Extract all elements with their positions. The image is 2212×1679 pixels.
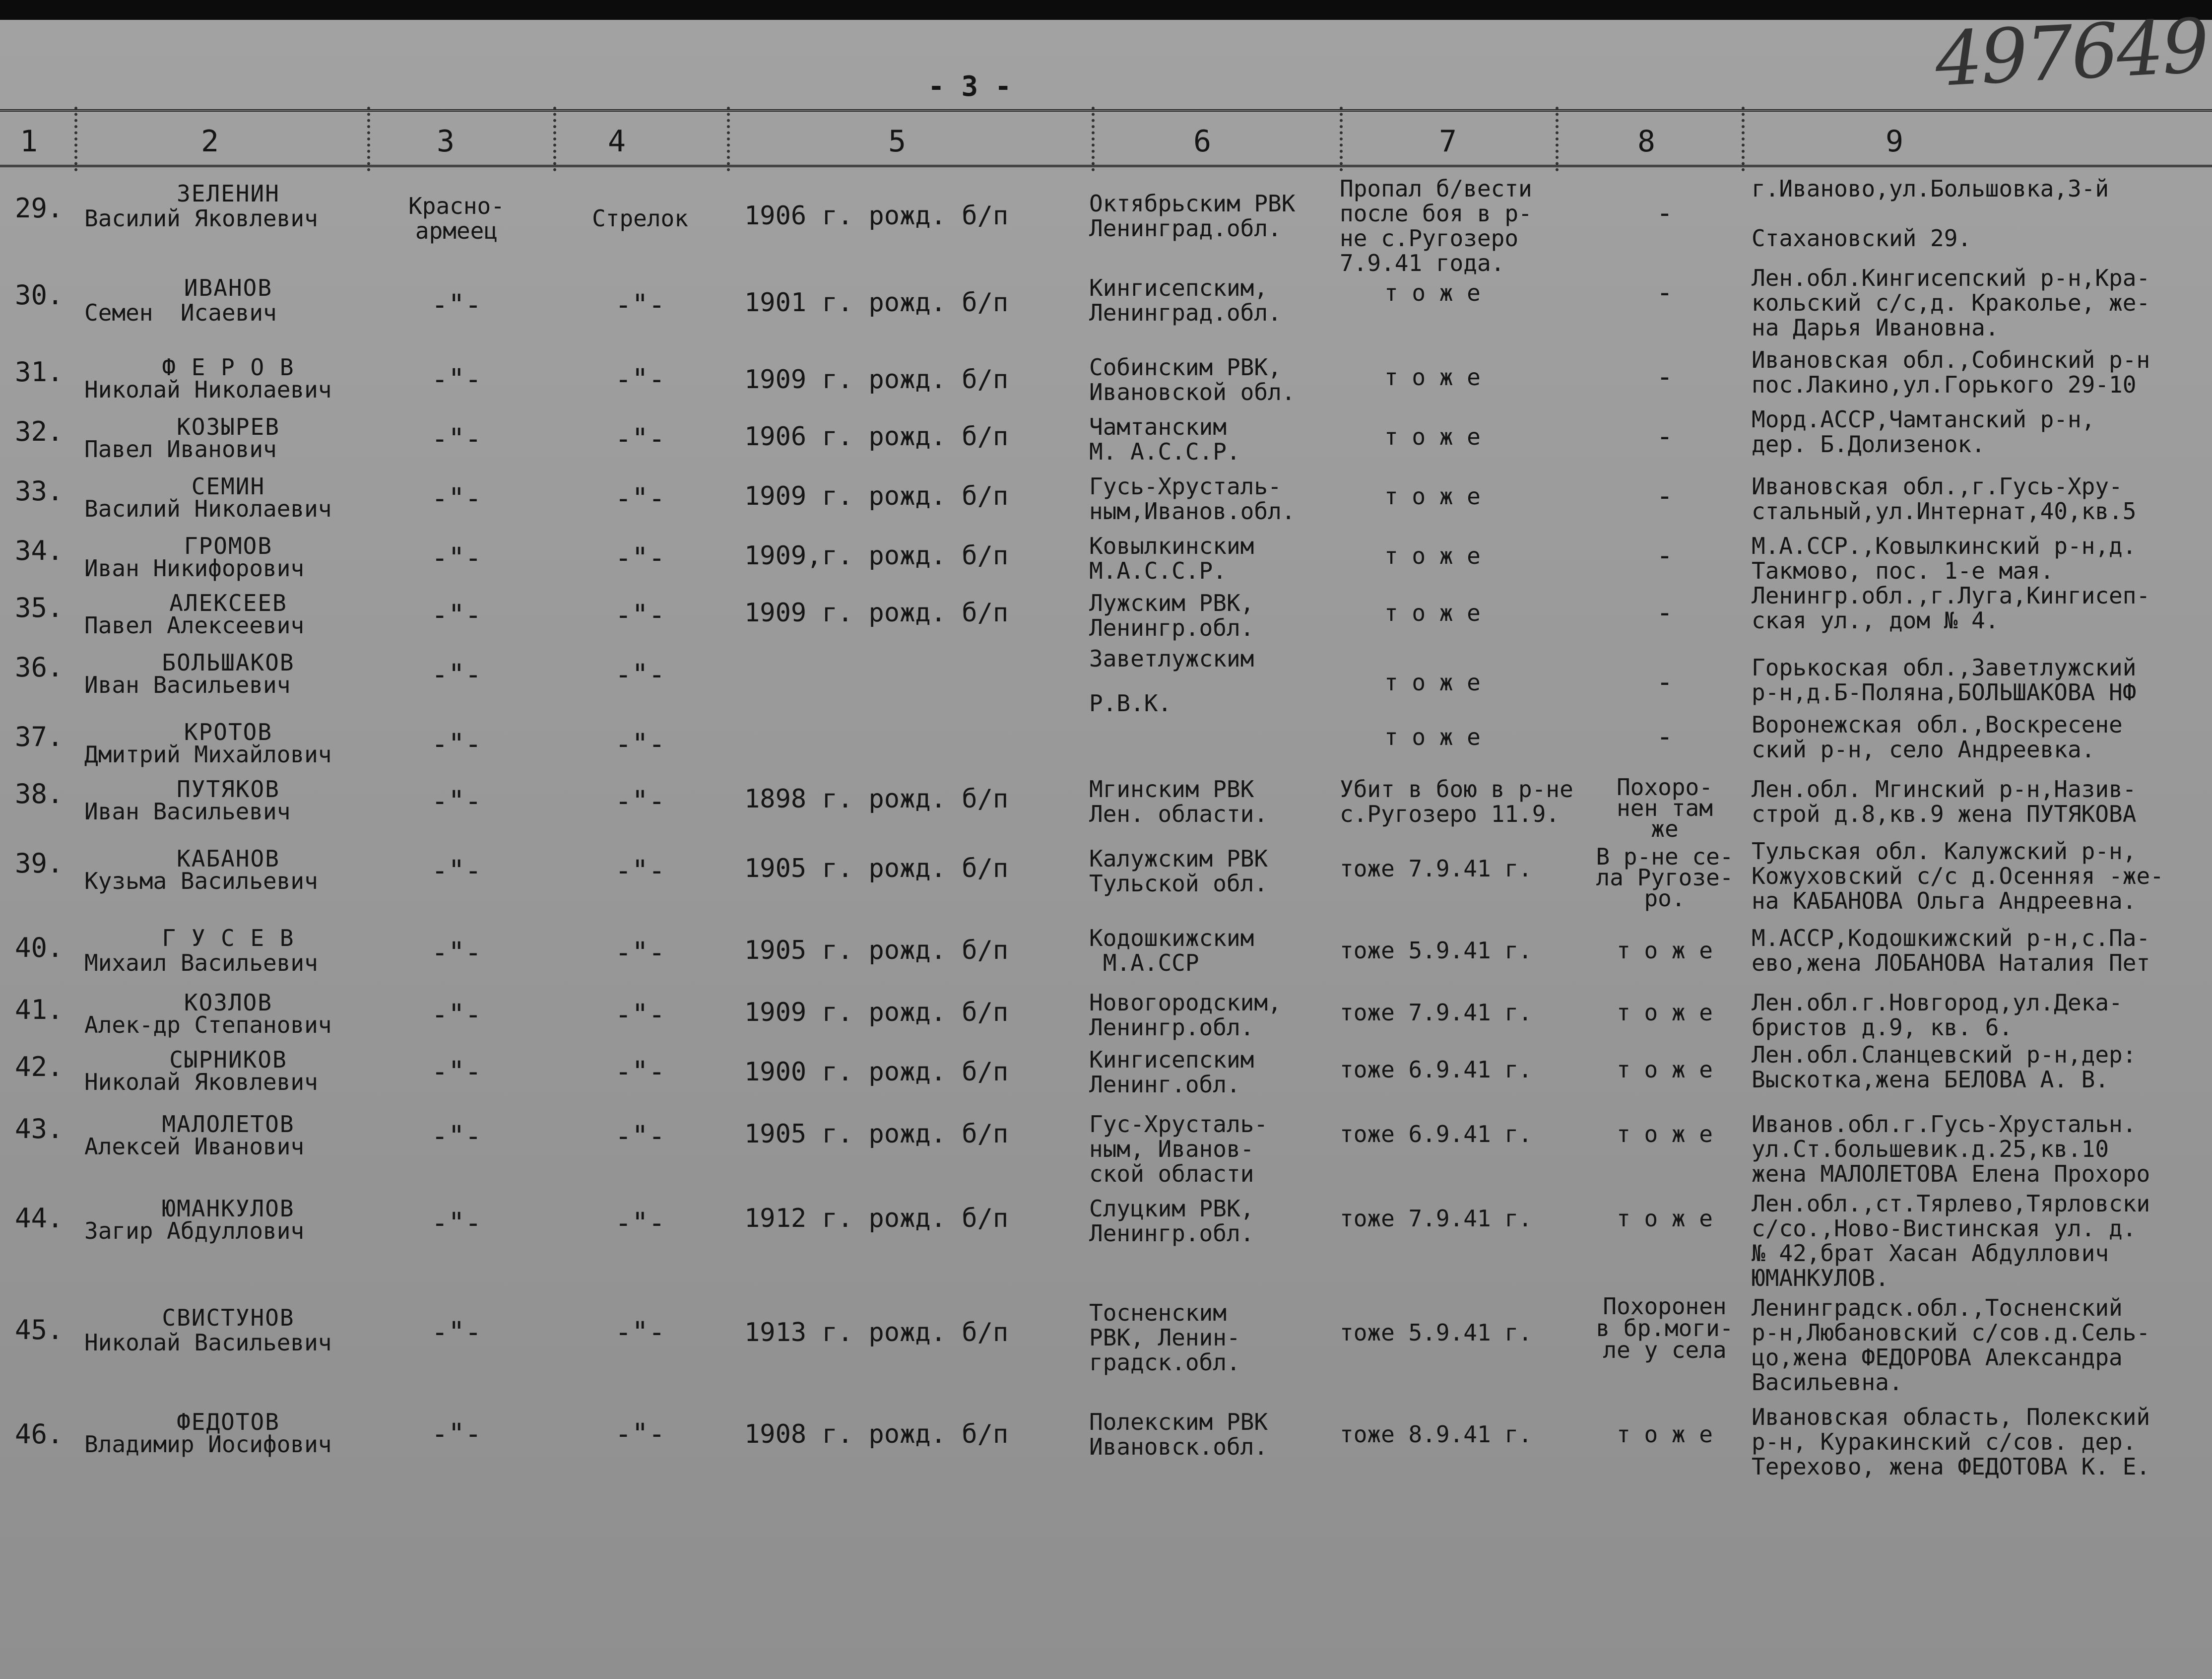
- surname: СЕМИН: [191, 473, 265, 500]
- birth-year-party: 1909 г. рожд. б/п: [744, 365, 1009, 395]
- row-number: 40.: [15, 932, 64, 963]
- header-bottom-rule: [0, 165, 2212, 174]
- surname: КРОТОВ: [184, 719, 273, 745]
- relatives-address: Лен.обл.Кингисепский р-н,Кра- кольский с/с,д. Кракольe, же- на Дарья Ивановна.: [1752, 265, 2150, 341]
- relatives-address: Ивановская обл.,г.Гусь-Хру- стальный,ул.Интернат,40,кв.5: [1752, 473, 2137, 525]
- relatives-address: г.Иваново,ул.Большовка,3-й Стахановский 29.: [1752, 175, 2109, 252]
- given-names: Иван Васильевич: [84, 672, 291, 698]
- burial-place: -: [1656, 276, 1673, 309]
- row-number: 37.: [15, 721, 64, 752]
- given-names: Кузьма Васильевич: [84, 868, 318, 894]
- relatives-address: М.А.ССР.,Ковылкинский р-н,д. Такмово, пос. 1-е мая.: [1752, 533, 2137, 584]
- burial-place: -: [1656, 197, 1673, 229]
- birth-year-party: 1906 г. рожд. б/п: [744, 422, 1009, 452]
- position: -"-: [615, 423, 665, 455]
- military-rank: -"-: [431, 728, 482, 760]
- relatives-address: Горькоская обл.,Заветлужский р-н,д.Б-Поляна,БОЛЬШАКОВА НФ: [1752, 654, 2137, 706]
- fate: т о ж е: [1384, 542, 1481, 569]
- surname: МАЛОЛЕТОВ: [162, 1111, 295, 1138]
- birth-year-party: 1898 г. рожд. б/п: [744, 784, 1009, 814]
- relatives-address: Ленингр.обл.,г.Луга,Кингисеп- ская ул., дом № 4.: [1752, 582, 2150, 634]
- draft-office: Мгинским РВК Лен. области.: [1089, 776, 1268, 827]
- given-names: Павел Иванович: [84, 436, 277, 463]
- row-number: 39.: [15, 848, 64, 879]
- burial-place: -: [1656, 480, 1673, 512]
- fate: тоже 7.9.41 г.: [1340, 1205, 1532, 1232]
- military-rank: -"-: [431, 1120, 482, 1152]
- birth-year-party: 1909,г. рожд. б/п: [744, 541, 1009, 571]
- birth-year-party: 1905 г. рожд. б/п: [744, 1119, 1009, 1149]
- column-number: 6: [1193, 124, 1212, 159]
- fate: т о ж е: [1384, 669, 1481, 696]
- column-number: 8: [1637, 124, 1656, 159]
- burial-place: В р-не се- ла Ругозе- ро.: [1596, 843, 1734, 912]
- birth-year-party: 1905 г. рожд. б/п: [744, 936, 1009, 965]
- military-rank: -"-: [431, 599, 482, 631]
- burial-place: -: [1656, 721, 1673, 753]
- military-rank: -"-: [431, 1316, 482, 1348]
- row-number: 35.: [15, 592, 64, 623]
- position: Стрелок: [592, 205, 688, 232]
- military-rank: -"-: [431, 1056, 482, 1088]
- fate: тоже 6.9.41 г.: [1340, 1121, 1532, 1147]
- surname: СВИСТУНОВ: [162, 1304, 295, 1331]
- header-top-rule: [0, 109, 2212, 119]
- military-rank: -"-: [431, 659, 482, 691]
- given-names: Алек-др Степанович: [84, 1011, 332, 1038]
- row-number: 45.: [15, 1314, 64, 1345]
- surname: ИВАНОВ: [184, 274, 273, 301]
- burial-place: т о ж е: [1617, 1205, 1713, 1232]
- draft-office: Лужским РВК, Ленингр.обл.: [1089, 590, 1254, 641]
- row-number: 46.: [15, 1418, 64, 1450]
- burial-place: т о ж е: [1617, 937, 1713, 964]
- fate: т о ж е: [1384, 364, 1481, 391]
- birth-year-party: 1908 г. рожд. б/п: [744, 1419, 1009, 1449]
- position: -"-: [615, 1120, 665, 1152]
- position: -"-: [615, 785, 665, 817]
- fate: Пропал б/вести после боя в р- не с.Ругозеро 7.9.41 года.: [1340, 175, 1532, 276]
- row-number: 42.: [15, 1051, 64, 1082]
- burial-place: -: [1656, 666, 1673, 698]
- given-names: Павел Алексеевич: [84, 612, 305, 639]
- row-number: 31.: [15, 356, 64, 388]
- fate: тоже 7.9.41 г.: [1340, 999, 1532, 1026]
- draft-office: Ковылкинским М.А.С.С.Р.: [1089, 533, 1254, 584]
- given-names: Семен Исаевич: [84, 299, 277, 326]
- fate: т о ж е: [1384, 279, 1481, 306]
- given-names: Владимир Иосифович: [84, 1431, 332, 1458]
- draft-office: Новогородским, Ленингр.обл.: [1089, 989, 1282, 1041]
- relatives-address: Ленинградск.обл.,Тосненский р-н,Любановский с/сов.д.Сель- цо,жена ФЕДОРОВА Александра Васильевна.: [1752, 1294, 2150, 1396]
- surname: СЫРНИКОВ: [169, 1046, 287, 1073]
- draft-office: Заветлужским Р.В.К.: [1089, 645, 1254, 717]
- surname: КОЗЛОВ: [184, 989, 273, 1016]
- birth-year-party: 1909 г. рожд. б/п: [744, 598, 1009, 628]
- fate: тоже 7.9.41 г.: [1340, 855, 1532, 882]
- draft-office: Кингисепским, Ленинград.обл.: [1089, 274, 1282, 326]
- surname: ЮМАНКУЛОВ: [162, 1195, 295, 1222]
- relatives-address: Ивановская обл.,Собинский р-н пос.Лакино,ул.Горького 29-10: [1752, 346, 2150, 398]
- given-names: Иван Васильевич: [84, 798, 291, 825]
- fate: тоже 5.9.41 г.: [1340, 1319, 1532, 1346]
- military-rank: -"-: [431, 937, 482, 969]
- given-names: Василий Яковлевич: [84, 205, 318, 232]
- position: -"-: [615, 659, 665, 691]
- relatives-address: Тульская обл. Калужский р-н, Кожуховский с/с д.Осенняя -же- на КАБАНОВА Ольга Андреевна.: [1752, 838, 2164, 914]
- relatives-address: Лен.обл.,ст.Тярлево,Тярловски с/со.,Ново-Вистинская ул. д. № 42,брат Хасан Абдуллович ЮМАНКУЛОВ.: [1752, 1190, 2150, 1291]
- given-names: Николай Васильевич: [84, 1329, 332, 1356]
- draft-office: Полекским РВК Ивановск.обл.: [1089, 1409, 1268, 1460]
- birth-year-party: 1912 г. рожд. б/п: [744, 1204, 1009, 1233]
- position: -"-: [615, 1418, 665, 1450]
- military-rank: -"-: [431, 1418, 482, 1450]
- relatives-address: М.АССР,Кодошкижский р-н,с.Па- ево,жена ЛОБАНОВА Наталия Пет: [1752, 925, 2150, 976]
- burial-place: -: [1656, 539, 1673, 572]
- surname: ЗЕЛЕНИН: [177, 180, 280, 207]
- burial-place: -: [1656, 420, 1673, 453]
- given-names: Иван Никифорович: [84, 555, 305, 582]
- surname: ПУТЯКОВ: [177, 776, 280, 803]
- row-number: 34.: [15, 535, 64, 566]
- draft-office: Октябрьским РВК Ленинград.обл.: [1089, 190, 1296, 242]
- position: -"-: [615, 937, 665, 969]
- column-number: 3: [437, 124, 455, 159]
- birth-year-party: 1906 г. рожд. б/п: [744, 201, 1009, 231]
- surname: ФЕДОТОВ: [177, 1409, 280, 1435]
- position: -"-: [615, 1207, 665, 1239]
- surname: АЛЕКСЕЕВ: [169, 590, 287, 616]
- position: -"-: [615, 289, 665, 321]
- relatives-address: Лен.обл.Сланцевский р-н,дер: Выскотка,жена БЕЛОВА А. В.: [1752, 1041, 2137, 1093]
- given-names: Николай Яковлевич: [84, 1069, 318, 1095]
- draft-office: Гус-Хрусталь- ным, Иванов- ской области: [1089, 1111, 1268, 1187]
- given-names: Алексей Иванович: [84, 1133, 305, 1160]
- burial-place: -: [1656, 361, 1673, 393]
- given-names: Дмитрий Михайлович: [84, 741, 332, 768]
- burial-place: -: [1656, 597, 1673, 629]
- row-number: 29.: [15, 193, 64, 224]
- surname: КАБАНОВ: [177, 845, 280, 872]
- row-number: 33.: [15, 475, 64, 507]
- position: -"-: [615, 728, 665, 760]
- fate: тоже 8.9.41 г.: [1340, 1421, 1532, 1448]
- fate: т о ж е: [1384, 600, 1481, 626]
- fate: тоже 6.9.41 г.: [1340, 1056, 1532, 1083]
- row-number: 43.: [15, 1113, 64, 1144]
- position: -"-: [615, 599, 665, 631]
- draft-office: Кодошкижским М.А.ССР: [1089, 925, 1254, 976]
- military-rank: -"-: [431, 289, 482, 321]
- draft-office: Гусь-Хрусталь- ным,Иванов.обл.: [1089, 473, 1296, 525]
- position: -"-: [615, 855, 665, 887]
- military-rank: -"-: [431, 363, 482, 396]
- surname: Г У С Е В: [162, 925, 295, 951]
- given-names: Михаил Васильевич: [84, 949, 318, 976]
- position: -"-: [615, 1316, 665, 1348]
- archive-inventory-number: 497649: [1933, 2, 2210, 104]
- column-number: 5: [888, 124, 907, 159]
- relatives-address: Воронежская обл.,Воскресене ский р-н, село Андреевка.: [1752, 711, 2123, 763]
- draft-office: Чамтанским М. А.С.С.Р.: [1089, 413, 1240, 465]
- birth-year-party: 1909 г. рожд. б/п: [744, 998, 1009, 1027]
- military-rank: -"-: [431, 1207, 482, 1239]
- military-rank: -"-: [431, 855, 482, 887]
- military-rank: -"-: [431, 785, 482, 817]
- given-names: Василий Николаевич: [84, 495, 332, 522]
- draft-office: Собинским РВК, Ивановской обл.: [1089, 354, 1296, 405]
- surname: КОЗЫРЕВ: [177, 413, 280, 440]
- relatives-address: Иванов.обл.г.Гусь-Хрустальн. ул.Ст.большевик.д.25,кв.10 жена МАЛОЛЕТОВА Елена Прохоро: [1752, 1111, 2150, 1187]
- position: -"-: [615, 1056, 665, 1088]
- burial-place: т о ж е: [1617, 999, 1713, 1026]
- fate: т о ж е: [1384, 724, 1481, 750]
- birth-year-party: 1905 г. рожд. б/п: [744, 854, 1009, 883]
- military-rank: -"-: [431, 542, 482, 574]
- row-number: 44.: [15, 1203, 64, 1234]
- burial-place: т о ж е: [1617, 1421, 1713, 1448]
- birth-year-party: 1913 г. рожд. б/п: [744, 1318, 1009, 1347]
- burial-place: Похоронен в бр.моги- ле у села: [1596, 1293, 1734, 1363]
- column-number-row: [0, 124, 2212, 164]
- given-names: Загир Абдуллович: [84, 1217, 305, 1244]
- burial-place: т о ж е: [1617, 1121, 1713, 1147]
- column-number: 2: [201, 124, 219, 159]
- position: -"-: [615, 542, 665, 574]
- military-rank: -"-: [431, 423, 482, 455]
- scan-top-border: [0, 0, 2212, 20]
- row-number: 32.: [15, 416, 64, 447]
- relatives-address: Лен.обл.г.Новгород,ул.Дека- бристов д.9, кв. 6.: [1752, 989, 2123, 1041]
- birth-year-party: 1900 г. рожд. б/п: [744, 1057, 1009, 1087]
- draft-office: Слуцким РВК, Ленингр.обл.: [1089, 1195, 1254, 1247]
- birth-year-party: 1901 г. рожд. б/п: [744, 288, 1009, 318]
- draft-office: Кингисепским Ленинг.обл.: [1089, 1046, 1254, 1098]
- relatives-address: Лен.обл. Мгинский р-н,Назив- строй д.8,кв.9 жена ПУТЯКОВА: [1752, 776, 2137, 827]
- military-rank: Красно- армеец: [408, 193, 505, 244]
- surname: Ф Е Р О В: [162, 354, 295, 381]
- column-number: 4: [608, 124, 626, 159]
- burial-place: Похоро- нен там же: [1617, 774, 1713, 842]
- position: -"-: [615, 363, 665, 396]
- row-number: 30.: [15, 279, 64, 311]
- row-number: 41.: [15, 994, 64, 1025]
- page-number: - 3 -: [928, 70, 1012, 103]
- draft-office: Тосненским РВК, Ленин- градск.обл.: [1089, 1299, 1240, 1376]
- relatives-address: Морд.АССР,Чамтанский р-н, дер. Б.Долизенок.: [1752, 406, 2095, 458]
- given-names: Николай Николаевич: [84, 376, 332, 403]
- burial-place: т о ж е: [1617, 1056, 1713, 1083]
- column-number: 9: [1886, 124, 1904, 159]
- column-number: 7: [1439, 124, 1457, 159]
- military-rank: -"-: [431, 482, 482, 515]
- position: -"-: [615, 482, 665, 515]
- birth-year-party: 1909 г. рожд. б/п: [744, 481, 1009, 511]
- fate: Убит в бою в р-не с.Ругозеро 11.9.: [1340, 776, 1573, 827]
- fate: т о ж е: [1384, 423, 1481, 450]
- surname: БОЛЬШАКОВ: [162, 649, 295, 676]
- position: -"-: [615, 999, 665, 1031]
- military-rank: -"-: [431, 999, 482, 1031]
- draft-office: Калужским РВК Тульской обл.: [1089, 845, 1268, 897]
- row-number: 36.: [15, 652, 64, 683]
- row-number: 38.: [15, 778, 64, 809]
- relatives-address: Ивановская область, Полекский р-н, Куракинский с/сов. дер. Терехово, жена ФЕДОТОВА К. Е.: [1752, 1404, 2150, 1480]
- column-number: 1: [20, 124, 38, 159]
- fate: тоже 5.9.41 г.: [1340, 937, 1532, 964]
- fate: т о ж е: [1384, 483, 1481, 510]
- surname: ГРОМОВ: [184, 533, 273, 559]
